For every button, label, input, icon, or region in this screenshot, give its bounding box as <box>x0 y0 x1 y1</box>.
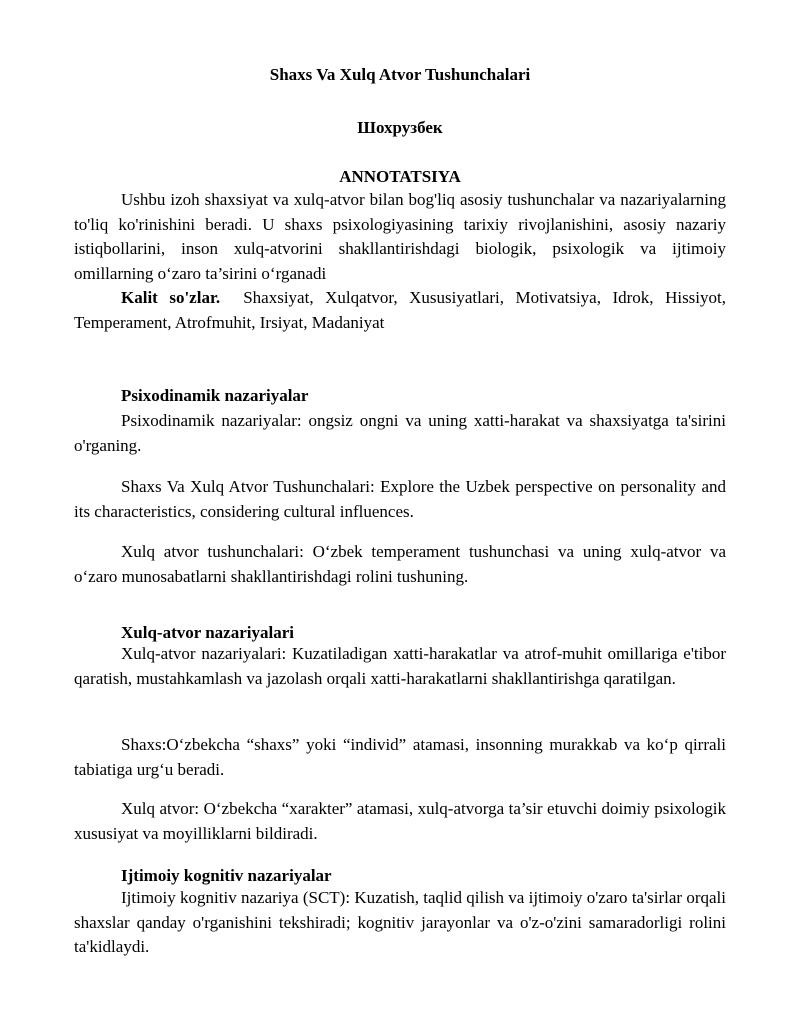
section-paragraph: Shaxs:O‘zbekcha “shaxs” yoki “individ” atamasi, insonning murakkab va ko‘p qirrali tabiatiga urg‘u beradi. <box>74 735 726 779</box>
section-heading-social-cognitive: Ijtimoiy kognitiv nazariyalar <box>121 866 332 885</box>
section-paragraph: Xulq atvor tushunchalari: O‘zbek temperament tushunchasi va uning xulq-atvor va o‘zaro munosabatlarni shakllantirishdagi rolini tushuning. <box>74 542 726 586</box>
section-paragraph: Psixodinamik nazariyalar: ongsiz ongni va uning xatti-harakat va shaxsiyatga ta'sirini o'rganing. <box>74 411 726 455</box>
keywords-text: Shaxsiyat, Xulqatvor, Xususiyatlari, Motivatsiya, Idrok, Hissiyot, Temperament, Atrofmuhit, Irsiyat, Madaniyat <box>74 288 726 332</box>
author-name: Шохрузбек <box>357 118 443 137</box>
section-paragraph: Shaxs Va Xulq Atvor Tushunchalari: Explore the Uzbek perspective on personality and its characteristics, considering cultural influences. <box>74 477 726 521</box>
section-heading-psychodynamic: Psixodinamik nazariyalar <box>121 386 309 405</box>
annotation-heading: ANNOTATSIYA <box>339 167 461 186</box>
section-heading-behavioral: Xulq-atvor nazariyalari <box>121 623 294 642</box>
annotation-text: Ushbu izoh shaxsiyat va xulq-atvor bilan bog'liq asosiy tushunchalar va nazariyalarning to'liq ko'rinishini beradi. U shaxs psixologiyasining tarixiy rivojlanishini, asosiy nazariy istiqbollarini, inson xulq-atvorini shakllantirishdagi biologik, psixologik va ijtimoiy omillarning o‘zaro ta’sirini o‘rganadi <box>74 190 726 283</box>
document-title: Shaxs Va Xulq Atvor Tushunchalari <box>269 65 531 84</box>
section-paragraph: Ijtimoiy kognitiv nazariya (SCT): Kuzatish, taqlid qilish va ijtimoiy o'zaro ta'sirlar orqali shaxslar qanday o'rganishini tekshiradi; kognitiv jarayonlar va o'z-o'zini samaradorligi rolini ta'kidlaydi. <box>74 888 726 956</box>
section-paragraph: Xulq-atvor nazariyalari: Kuzatiladigan xatti-harakatlar va atrof-muhit omillariga e'tibor qaratish, mustahkamlash va jazolash orqali xatti-harakatlarni shakllantirishga qaratilgan. <box>74 644 726 688</box>
keywords-label: Kalit so'zlar. <box>121 288 221 307</box>
section-paragraph: Xulq atvor: O‘zbekcha “xarakter” atamasi, xulq-atvorga ta’sir etuvchi doimiy psixologik xususiyat va moyilliklarni bildiradi. <box>74 799 726 843</box>
keywords-paragraph <box>74 286 726 335</box>
